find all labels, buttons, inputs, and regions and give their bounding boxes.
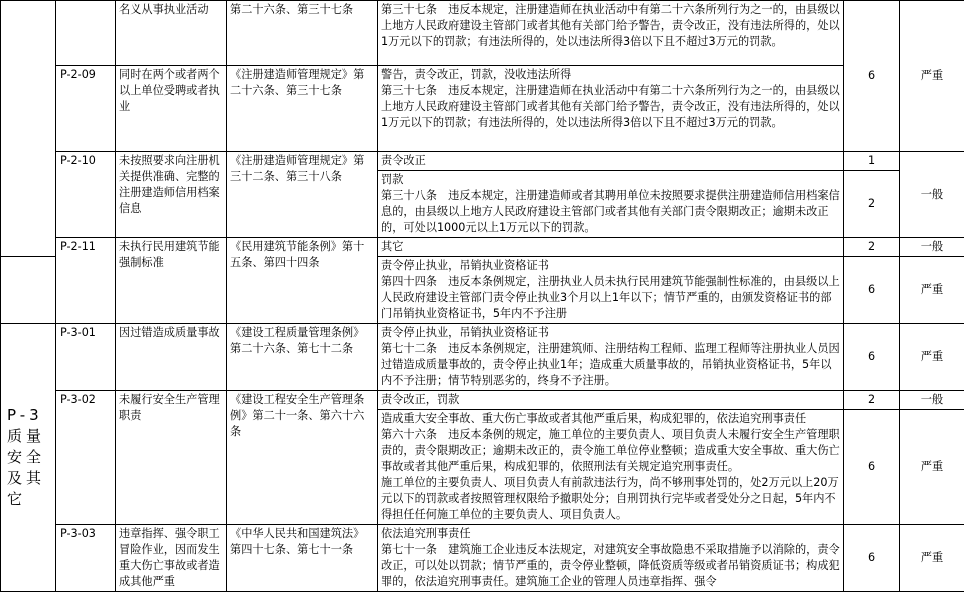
basis-cell: 《建设工程质量管理条例》第二十六条、第七十二条 [227, 324, 378, 391]
behavior-cell: 同时在两个或者两个以上单位受聘或者执业 [116, 66, 227, 152]
level-cell: 严重 [900, 257, 964, 324]
score-cell: 2 [844, 238, 900, 257]
penalty-cell: 警告，责令改正，罚款，没收违法所得 第三十七条 违反本规定，注册建造师在执业活动中有第二十六条所列行为之一的，由县级以上地方人民政府建设主管部门或者其他有关部门给予警告，责令改正，没有违法所得的，处以1万元以下的罚款；有违法所得的，处以违法所得3倍以下且不超过3万元的罚款。 [378, 66, 844, 152]
penalty-cell: 责令改正 [378, 152, 844, 171]
category-cell-empty [1, 257, 56, 324]
code-cell: P-3-02 [56, 391, 116, 525]
code-cell: P-3-01 [56, 324, 116, 391]
penalty-cell: 责令改正，罚款 [378, 391, 844, 410]
penalty-cell: 责令停止执业，吊销执业资格证书 第七十二条 违反本条例规定，注册建筑师、注册结构工程师、监理工程师等注册执业人员因过错造成质量事故的，责令停止执业1年；造成重大质量事故的，吊销执业资格证书，5年以内不予注册；情节特别恶劣的，终身不予注册。 [378, 324, 844, 391]
level-cell: 严重 [900, 324, 964, 391]
score-cell: 6 [844, 410, 900, 525]
basis-cell: 《建设工程安全生产管理条例》第二十一条、第六十六条 [227, 391, 378, 525]
table-row [1, 391, 964, 410]
level-cell: 严重 [900, 1, 964, 152]
basis-cell: 第二十六条、第三十七条 [227, 1, 378, 66]
basis-cell: 《民用建筑节能条例》第十五条、第四十四条 [227, 238, 378, 324]
penalty-cell: 罚款 第三十八条 违反本规定，注册建造师或者其聘用单位未按照要求提供注册建造师信用档案信息的，由县级以上地方人民政府建设主管部门或者其他有关部门责令限期改正；逾期未改正的，可处以1000元以上1万元以下的罚款。 [378, 171, 844, 238]
score-cell: 1 [844, 152, 900, 171]
penalty-cell: 第三十七条 违反本规定，注册建造师在执业活动中有第二十六条所列行为之一的，由县级以上地方人民政府建设主管部门或者其他有关部门给予警告，责令改正，没有违法所得的，处以1万元以下的罚款；有违法所得的，处以违法所得3倍以下且不超过3万元的罚款。 [378, 1, 844, 66]
score-cell: 6 [844, 324, 900, 391]
table-row [1, 66, 964, 152]
score-cell: 6 [844, 257, 900, 324]
table-row [1, 1, 964, 66]
behavior-cell: 因过错造成质量事故 [116, 324, 227, 391]
behavior-cell: 未履行安全生产管理职责 [116, 391, 227, 525]
score-cell: 6 [844, 525, 900, 592]
level-cell: 一般 [900, 238, 964, 257]
behavior-cell: 未按照要求向注册机关提供准确、完整的注册建造师信用档案信息 [116, 152, 227, 238]
penalty-cell: 造成重大安全事故、重大伤亡事故或者其他严重后果，构成犯罪的，依法追究刑事责任 第六十六条 违反本条例的规定，施工单位的主要负责人、项目负责人未履行安全生产管理职责的，责令限期改正；逾期未改正的，责令施工单位停业整顿；造成重大安全事故、重大伤亡事故或者其他严重后果，构成犯罪的，依照刑法有关规定追究刑事责任。 施工单位的主要负责人、项目负责人有前款违法行为，尚不够刑事处罚的，处2万元以上20万元以下的罚款或者按照管理权限给予撤职处分；自刑罚执行完毕或者受处分之日起，5年内不得担任任何施工单位的主要负责人、项目负责人。 [378, 410, 844, 525]
category-cell: P-3 质量安全及其它 [1, 324, 56, 592]
level-cell: 严重 [900, 410, 964, 525]
behavior-cell: 未执行民用建筑节能强制标准 [116, 238, 227, 324]
code-cell: P-2-09 [56, 66, 116, 152]
behavior-cell: 名义从事执业活动 [116, 1, 227, 66]
table-row [1, 152, 964, 171]
score-cell: 2 [844, 171, 900, 238]
penalty-cell: 依法追究刑事责任 第七十一条 建筑施工企业违反本法规定，对建筑安全事故隐患不采取措施予以消除的，责令改正，可以处以罚款；情节严重的，责令停业整顿，降低资质等级或者吊销资质证书；构成犯罪的，依法追究刑事责任。建筑施工企业的管理人员违章指挥、强令 [378, 525, 844, 592]
basis-cell: 《中华人民共和国建筑法》第四十七条、第七十一条 [227, 525, 378, 592]
code-cell: P-2-11 [56, 238, 116, 324]
penalty-cell: 其它 [378, 238, 844, 257]
score-cell: 6 [844, 1, 900, 152]
level-cell: 严重 [900, 525, 964, 592]
penalty-cell: 责令停止执业，吊销执业资格证书 第四十四条 违反本条例规定，注册执业人员未执行民用建筑节能强制性标准的，由县级以上人民政府建设主管部门责令停止执业3个月以上1年以下；情节严重的，由颁发资格证书的部门吊销执业资格证书，5年内不予注册 [378, 257, 844, 324]
code-cell [56, 1, 116, 66]
code-cell: P-3-03 [56, 525, 116, 592]
behavior-cell: 违章指挥、强令职工冒险作业，因而发生重大伤亡事故或者造成其他严重 [116, 525, 227, 592]
code-cell: P-2-10 [56, 152, 116, 238]
table-row [1, 525, 964, 592]
level-cell: 一般 [900, 152, 964, 238]
score-cell: 2 [844, 391, 900, 410]
category-cell-empty [1, 1, 56, 257]
basis-cell: 《注册建造师管理规定》第三十二条、第三十八条 [227, 152, 378, 238]
basis-cell: 《注册建造师管理规定》第二十六条、第三十七条 [227, 66, 378, 152]
table-row [1, 324, 964, 391]
level-cell: 一般 [900, 391, 964, 410]
table-row [1, 238, 964, 257]
